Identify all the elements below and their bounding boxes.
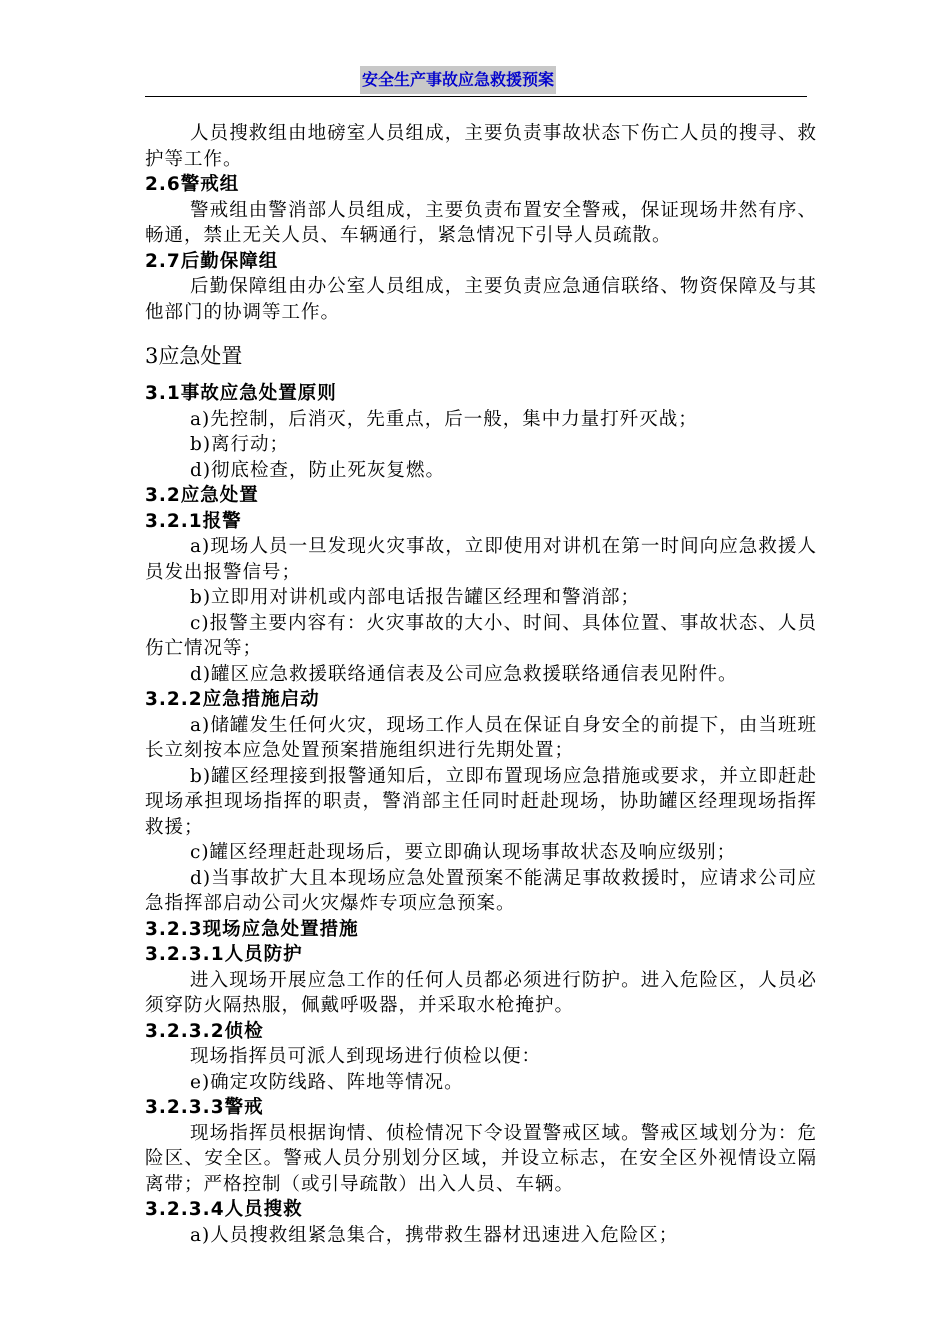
section-heading: 3.2.3.2侦检 <box>145 1020 264 1042</box>
section-heading: 3.2.3.4人员搜救 <box>145 1199 303 1220</box>
paragraph: d)当事故扩大且本现场应急处置预案不能满足事故救援时，应请求公司应急指挥部启动公司火灾爆炸专项应急预案。 <box>145 867 817 914</box>
paragraph: 警戒组由警消部人员组成，主要负责布置安全警戒，保证现场井然有序、畅通，禁止无关人员、车辆通行，紧急情况下引导人员疏散。 <box>145 199 817 246</box>
section-heading: 3.2.2应急措施启动 <box>145 689 320 710</box>
paragraph: 进入现场开展应急工作的任何人员都必须进行防护。进入危险区，人员必须穿防火隔热服，佩戴呼吸器，并采取水枪掩护。 <box>145 969 817 1016</box>
list-item: a)人员搜救组紧急集合，携带救生器材迅速进入危险区； <box>190 1224 679 1246</box>
paragraph: 现场指挥员根据询情、侦检情况下令设置警戒区域。警戒区域划分为：危险区、安全区。警戒人员分别划分区域，并设立标志，在安全区外视情设立隔离带；严格控制（或引导疏散）出入人员、车辆。 <box>145 1122 817 1195</box>
list-item: d)彻底检查，防止死灰复燃。 <box>190 459 446 481</box>
document-body <box>145 121 817 1248</box>
paragraph: a)储罐发生任何火灾，现场工作人员在保证自身安全的前提下，由当班班长立刻按本应急处置预案措施组织进行先期处置； <box>145 714 817 761</box>
paragraph: b)罐区经理接到报警通知后，立即布置现场应急措施或要求，并立即赶赴现场承担现场指挥的职责，警消部主任同时赶赴现场，协助罐区经理现场指挥救援； <box>145 765 817 838</box>
chapter-heading: 3应急处置 <box>145 344 243 368</box>
header-title: 安全生产事故应急救援预案 <box>360 66 556 94</box>
list-item: c)罐区经理赶赴现场后，要立即确认现场事故状态及响应级别； <box>190 842 737 863</box>
paragraph: 后勤保障组由办公室人员组成，主要负责应急通信联络、物资保障及与其他部门的协调等工作。 <box>145 276 817 323</box>
section-heading: 3.1事故应急处置原则 <box>145 383 337 404</box>
section-heading: 3.2.3.3警戒 <box>145 1097 264 1118</box>
section-heading: 3.2.3现场应急处置措施 <box>145 918 359 940</box>
paragraph: c)报警主要内容有：火灾事故的大小、时间、具体位置、事故状态、人员伤亡情况等； <box>145 612 817 659</box>
list-item: a)先控制，后消灭，先重点，后一般，集中力量打歼灭战； <box>190 408 698 430</box>
list-item: e)确定攻防线路、阵地等情况。 <box>190 1071 464 1093</box>
section-heading: 3.2应急处置 <box>145 485 259 506</box>
section-heading: 3.2.1报警 <box>145 510 242 532</box>
section-heading: 3.2.3.1人员防护 <box>145 944 303 965</box>
list-item: 现场指挥员可派人到现场进行侦检以便： <box>190 1046 542 1067</box>
page-header <box>145 66 807 97</box>
list-item: b)立即用对讲机或内部电话报告罐区经理和警消部； <box>190 587 641 608</box>
section-heading: 2.7后勤保障组 <box>145 250 279 272</box>
list-item: d)罐区应急救援联络通信表及公司应急救援联络通信表见附件。 <box>190 663 738 685</box>
paragraph: 人员搜救组由地磅室人员组成，主要负责事故状态下伤亡人员的搜寻、救护等工作。 <box>145 123 817 170</box>
list-item: b)离行动； <box>190 434 290 455</box>
section-heading: 2.6警戒组 <box>145 174 240 195</box>
paragraph: a)现场人员一旦发现火灾事故，立即使用对讲机在第一时间向应急救援人员发出报警信号； <box>145 536 817 583</box>
